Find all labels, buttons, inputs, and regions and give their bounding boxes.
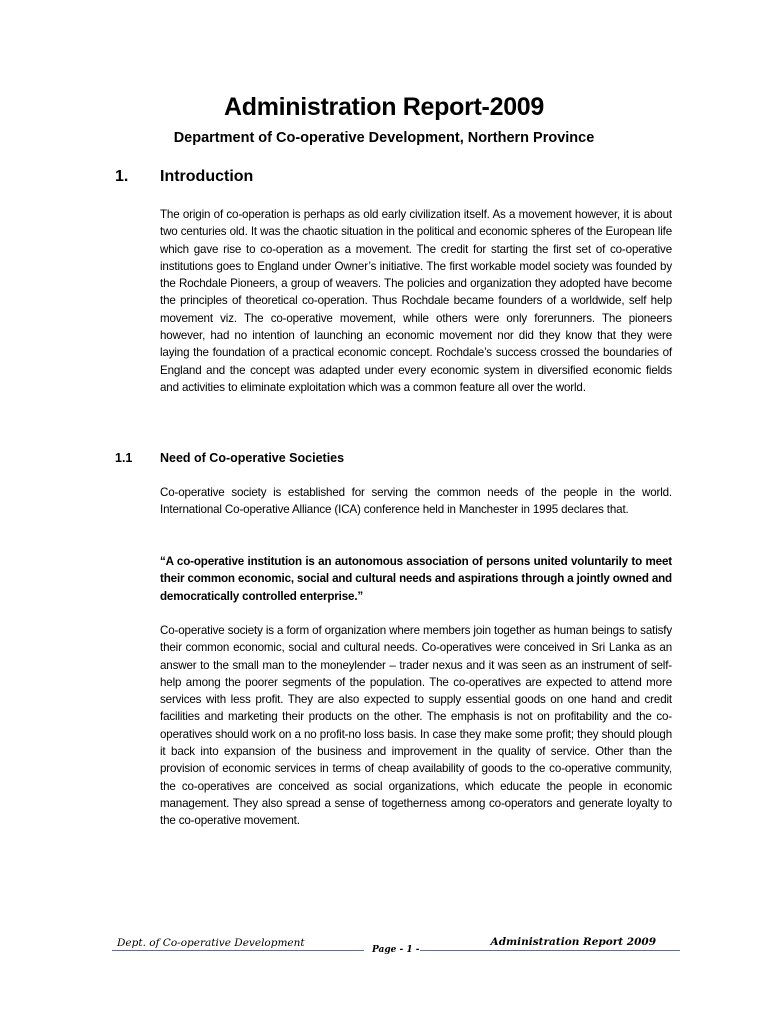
footer-rule-left xyxy=(112,950,364,951)
footer-department: Dept. of Co-operative Development xyxy=(117,937,305,949)
document-subtitle: Department of Co-operative Development, Northern Province xyxy=(173,130,595,146)
footer-page-number: Page - 1 - xyxy=(372,945,420,955)
need-paragraph-2: Co-operative society is a form of organization where members join together as human beings to satisfy their common economic, social and cultural needs. Co-operatives were conceived in Sri Lanka as an answer to the small man to the moneylender – trader nexus and it was seen as an instrument of self-help among the poorer segments of the population. The co-operatives are expected to attend more services with less profit. They are also expected to supply essential goods on one hand and credit facilities and marketing their products on the other. The emphasis is not on profitability and the co-operatives should work on a no profit-no loss basis. In case they make some profit; they should plough it back into expansion of the business and improvement in the quality of service. Other than the provision of economic services in terms of cheap availability of goods to the co-operative community, the co-operatives are conceived as social organizations, which educate the people in economic management. They also spread a sense of togetherness among co-operators and generate loyalty to the co-operative movement. xyxy=(160,624,672,828)
introduction-paragraph: The origin of co-operation is perhaps as old early civilization itself. As a movement however, it is about two centuries old. It was the chaotic situation in the political and economic spheres of the European life which gave rise to co-operation as a movement. The credit for starting the first set of co-operative institutions goes to England under Owner’s initiative. The first workable model society was founded by the Rochdale Pioneers, a group of weavers. The policies and organization they adopted have become the principles of theoretical co-operation. Thus Rochdale became founders of a worldwide, self help movement viz. The co-operative movement, while others were only forerunners. The pioneers however, had no intention of launching an economic movement nor did they know that they were laying the foundation of a practical economic concept. Rochdale’s success crossed the boundaries of England and the concept was adapted under every economic system in diversified economic fields and activities to eliminate exploitation which was a common feature all over the world. xyxy=(160,208,672,394)
footer-report-title: Administration Report 2009 xyxy=(490,936,656,948)
section-1-number: 1. xyxy=(115,168,129,185)
ica-definition-quote: “A co-operative institution is an autonomous association of persons united voluntarily to meet their common economic, social and cultural needs and aspirations through a jointly owned and democratically controlled enterprise.” xyxy=(160,555,672,603)
footer-rule-right xyxy=(420,950,680,951)
need-paragraph-1: Co-operative society is established for serving the common needs of the people in the world. International Co-operative Alliance (ICA) conference held in Manchester in 1995 declares that. xyxy=(160,486,672,517)
section-1-1-number: 1.1 xyxy=(115,451,133,465)
document-title: Administration Report-2009 xyxy=(223,93,545,121)
section-1-heading: Introduction xyxy=(160,168,254,185)
section-1-1-heading: Need of Co-operative Societies xyxy=(160,451,345,465)
